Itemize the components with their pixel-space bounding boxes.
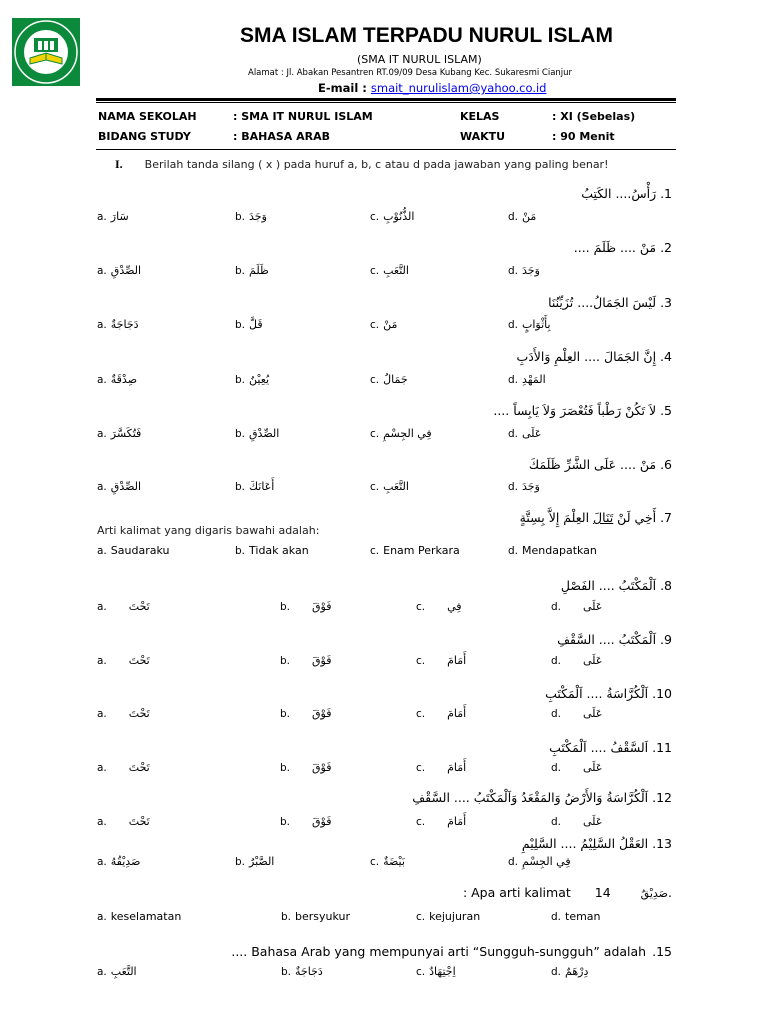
option-text: أَعَانَكَ bbox=[249, 480, 275, 493]
option-letter: c. bbox=[370, 481, 380, 493]
question-3-option-d bbox=[508, 318, 551, 331]
option-text: فِي bbox=[447, 600, 462, 613]
question-14-option-c bbox=[416, 910, 480, 923]
option-text: عَلَى bbox=[583, 654, 603, 667]
question-10: 10. اَلْكُرَّاسَةُ .... اَلْمَكْتَبِ bbox=[545, 686, 672, 701]
option-text: وَجَدَ bbox=[249, 210, 267, 223]
option-letter: d. bbox=[508, 545, 519, 557]
option-text: الصِّدْقِ bbox=[110, 480, 142, 493]
question-13-option-c bbox=[370, 855, 405, 868]
option-text: ظَلَمَ bbox=[249, 264, 269, 277]
option-text: صِدْقَةٌ bbox=[110, 373, 138, 386]
question-3-option-b bbox=[235, 318, 263, 331]
option-letter: b. bbox=[235, 428, 246, 440]
option-text: kejujuran bbox=[429, 910, 481, 923]
option-text: فَوْقَ bbox=[312, 761, 332, 774]
question-7-option-d bbox=[508, 544, 597, 557]
info-divider bbox=[96, 149, 676, 150]
option-text: أَمَامَ bbox=[447, 761, 467, 774]
option-letter: d. bbox=[508, 428, 519, 440]
option-text: أَمَامَ bbox=[447, 815, 467, 828]
question-2-option-c bbox=[370, 264, 409, 277]
option-text: التَّعَبِ bbox=[383, 264, 409, 277]
option-letter: c. bbox=[370, 428, 380, 440]
option-letter: d. bbox=[551, 762, 562, 774]
option-letter: d. bbox=[551, 966, 562, 978]
question-1-option-c bbox=[370, 210, 414, 223]
option-letter: c. bbox=[370, 374, 380, 386]
question-14-option-d bbox=[551, 910, 601, 923]
option-text: عَلَى bbox=[583, 761, 603, 774]
option-letter: b. bbox=[235, 856, 246, 868]
option-letter: a. bbox=[97, 428, 107, 440]
option-letter: a. bbox=[97, 762, 107, 774]
email-label: E-mail : bbox=[318, 81, 367, 95]
value-waktu: : 90 Menit bbox=[552, 130, 615, 143]
option-letter: a. bbox=[97, 816, 107, 828]
question-11: 11. اَلسَّقْفُ .... اَلْمَكْتَبِ bbox=[549, 740, 672, 755]
question-4-option-a bbox=[97, 373, 137, 386]
question-1-option-a bbox=[97, 210, 129, 223]
question-5-option-d bbox=[508, 427, 541, 440]
question-7-underlined: تَنَالَ bbox=[593, 510, 614, 525]
option-text: عَلَى bbox=[583, 707, 603, 720]
option-letter: b. bbox=[235, 211, 246, 223]
option-letter: d. bbox=[508, 374, 519, 386]
option-letter: b. bbox=[235, 374, 246, 386]
option-text: الصِّدْقِ bbox=[249, 427, 280, 440]
option-text: تَحْتَ bbox=[128, 707, 150, 720]
question-6: 6. مَنْ .... عَلَى الشَّرِّ ظَلَمَكَ bbox=[528, 457, 672, 472]
question-14-option-b bbox=[281, 910, 350, 923]
question-14-arabic: صَدِيْقٌ bbox=[640, 887, 669, 900]
option-text: وَجَدَ bbox=[522, 264, 540, 277]
question-15-option-d bbox=[551, 965, 588, 978]
question-15-number: .15 bbox=[652, 944, 672, 959]
option-letter: b. bbox=[235, 545, 246, 557]
question-13-option-d bbox=[508, 855, 571, 868]
question-15-option-a bbox=[97, 965, 137, 978]
option-text: عَلَى bbox=[583, 815, 603, 828]
option-letter: c. bbox=[370, 319, 380, 331]
question-10-option-d bbox=[551, 707, 602, 720]
option-letter: a. bbox=[97, 265, 107, 277]
option-text: تَحْتَ bbox=[128, 600, 150, 613]
question-4: 4. إِنَّ الجَمَالَ .... العِلْمِ وَالأَدَبِ bbox=[516, 349, 672, 364]
school-address: Alamat : Jl. Abakan Pesantren RT.09/09 Desa Kubang Kec. Sukaresmi Cianjur bbox=[248, 68, 573, 78]
email-link[interactable]: smait_nurulislam@yahoo.co.id bbox=[370, 81, 547, 95]
option-letter: a. bbox=[97, 966, 107, 978]
question-4-option-d bbox=[508, 373, 546, 386]
question-3-option-a bbox=[97, 318, 139, 331]
option-letter: a. bbox=[97, 374, 107, 386]
question-5-option-b bbox=[235, 427, 279, 440]
option-letter: d. bbox=[508, 265, 519, 277]
question-5-option-c bbox=[370, 427, 432, 440]
question-9: 9. اَلْمَكْتَبُ .... السَّقْفِ bbox=[557, 632, 672, 647]
school-logo bbox=[12, 18, 80, 86]
label-kelas: KELAS bbox=[460, 110, 500, 123]
question-11-option-c bbox=[416, 761, 466, 774]
question-12-option-b bbox=[280, 815, 332, 828]
option-text: فَوْقَ bbox=[312, 707, 332, 720]
option-letter: b. bbox=[280, 655, 291, 667]
option-letter: c. bbox=[370, 545, 380, 557]
question-9-option-d bbox=[551, 654, 602, 667]
question-9-option-b bbox=[280, 654, 332, 667]
question-15-text: .... Bahasa Arab yang mempunyai arti “Sungguh-sungguh” adalah bbox=[231, 944, 647, 959]
option-letter: c. bbox=[370, 856, 380, 868]
question-14-option-a bbox=[97, 910, 181, 923]
label-waktu: WAKTU bbox=[460, 130, 506, 143]
section-number: I. bbox=[115, 157, 123, 171]
value-kelas: : XI (Sebelas) bbox=[552, 110, 636, 123]
option-letter: a. bbox=[97, 319, 107, 331]
option-letter: c. bbox=[416, 708, 426, 720]
option-text: عَلَى bbox=[583, 600, 603, 613]
option-letter: c. bbox=[416, 816, 426, 828]
option-text: تَحْتَ bbox=[128, 815, 150, 828]
option-letter: c. bbox=[370, 265, 380, 277]
option-letter: d. bbox=[551, 655, 562, 667]
option-text: عَلَى bbox=[522, 427, 542, 440]
option-text: الصَّبْرُ bbox=[249, 855, 275, 868]
option-letter: b. bbox=[280, 601, 291, 613]
question-8: 8. اَلْمَكْتَبُ .... الفَصْلِ bbox=[560, 578, 672, 593]
option-letter: d. bbox=[508, 319, 519, 331]
question-11-option-a bbox=[97, 761, 150, 774]
option-letter: b. bbox=[281, 966, 292, 978]
school-name: SMA ISLAM TERPADU NURUL ISLAM bbox=[240, 24, 613, 47]
option-letter: d. bbox=[508, 481, 519, 493]
question-6-option-c bbox=[370, 480, 409, 493]
school-short-name: (SMA IT NURUL ISLAM) bbox=[357, 53, 482, 66]
option-letter: c. bbox=[416, 966, 426, 978]
label-bidang-study: BIDANG STUDY bbox=[98, 130, 191, 143]
question-7-prompt: Arti kalimat yang digaris bawahi adalah: bbox=[97, 524, 320, 537]
question-3-option-c bbox=[370, 318, 397, 331]
option-letter: b. bbox=[235, 481, 246, 493]
question-12-option-c bbox=[416, 815, 466, 828]
option-letter: a. bbox=[97, 708, 107, 720]
option-text: فَتُكَسَّرَ bbox=[110, 427, 142, 440]
option-text: يُعِيْنُ bbox=[249, 373, 270, 386]
question-10-option-a bbox=[97, 707, 150, 720]
question-4-option-b bbox=[235, 373, 269, 386]
option-letter: d. bbox=[551, 911, 562, 923]
question-10-option-b bbox=[280, 707, 332, 720]
option-letter: b. bbox=[235, 265, 246, 277]
question-6-option-b bbox=[235, 480, 274, 493]
option-text: قَلَّ bbox=[249, 318, 263, 331]
option-letter: c. bbox=[416, 911, 426, 923]
question-5-option-a bbox=[97, 427, 141, 440]
option-text: التَّعَبِ bbox=[110, 965, 137, 978]
option-text: جَمَالُ bbox=[383, 373, 408, 386]
option-text: فِي الجِسْمِ bbox=[522, 855, 571, 868]
option-text: فِي الجِسْمِ bbox=[383, 427, 432, 440]
question-2: 2. مَنْ .... ظَلَمَ .... bbox=[573, 240, 672, 255]
option-text: فَوْقَ bbox=[312, 815, 332, 828]
option-letter: a. bbox=[97, 911, 107, 923]
question-9-option-c bbox=[416, 654, 466, 667]
option-letter: b. bbox=[235, 319, 246, 331]
option-letter: c. bbox=[416, 655, 426, 667]
question-2-option-d bbox=[508, 264, 540, 277]
email-line bbox=[318, 81, 546, 95]
option-letter: a. bbox=[97, 545, 107, 557]
option-text: Tidak akan bbox=[249, 544, 309, 557]
option-text: صَدِيْقُهُ bbox=[110, 855, 141, 868]
option-text: بِأَثْوَابٍ bbox=[522, 318, 551, 331]
option-text: دَجَاجَةٌ bbox=[295, 965, 323, 978]
value-nama-sekolah: : SMA IT NURUL ISLAM bbox=[233, 110, 373, 123]
option-text: دِرْهَمٌ bbox=[565, 965, 589, 978]
instruction-text: Berilah tanda silang ( x ) pada huruf a, b, c atau d pada jawaban yang paling benar! bbox=[144, 158, 609, 171]
instruction bbox=[115, 157, 609, 172]
question-2-option-a bbox=[97, 264, 141, 277]
question-13-option-b bbox=[235, 855, 274, 868]
value-bidang-study: : BAHASA ARAB bbox=[233, 130, 330, 143]
question-7: 7. أَخِي لَنْ تَنَالَ العِلْمَ إِلاَّ بِسِتَّةٍ bbox=[519, 510, 672, 525]
question-15-option-b bbox=[281, 965, 323, 978]
option-text: التَّعَبِ bbox=[383, 480, 409, 493]
question-11-option-b bbox=[280, 761, 332, 774]
question-7-option-b bbox=[235, 544, 309, 557]
option-text: سَارَ bbox=[110, 210, 129, 223]
question-4-option-c bbox=[370, 373, 408, 386]
option-text: تَحْتَ bbox=[128, 761, 150, 774]
option-letter: b. bbox=[280, 816, 291, 828]
question-13: 13. العَقْلُ السَّلِيْمُ .... السَّلِيْمِ bbox=[521, 836, 672, 851]
option-letter: a. bbox=[97, 211, 107, 223]
option-text: المَهْدِ bbox=[522, 373, 546, 386]
option-letter: b. bbox=[281, 911, 292, 923]
question-12: 12. اَلْكُرَّاسَةُ وَالأَرْضُ وَالمَقْعَدُ وَاَلْمَكْتَبُ .... السَّقْفِ bbox=[412, 790, 672, 805]
question-13-option-a bbox=[97, 855, 140, 868]
option-letter: d. bbox=[508, 211, 519, 223]
option-letter: c. bbox=[416, 601, 426, 613]
option-letter: d. bbox=[508, 856, 519, 868]
question-7-option-c bbox=[370, 544, 460, 557]
option-text: أَمَامَ bbox=[447, 707, 467, 720]
option-text: فَوْقَ bbox=[312, 600, 332, 613]
question-6-option-d bbox=[508, 480, 540, 493]
question-1-option-b bbox=[235, 210, 267, 223]
option-text: تَحْتَ bbox=[128, 654, 150, 667]
option-letter: d. bbox=[551, 816, 562, 828]
option-letter: d. bbox=[551, 601, 562, 613]
option-text: keselamatan bbox=[110, 910, 182, 923]
option-text: بَيْضَةٌ bbox=[383, 855, 405, 868]
option-letter: b. bbox=[280, 708, 291, 720]
option-text: اِجْتِهَادٌ bbox=[429, 965, 456, 978]
option-letter: a. bbox=[97, 856, 107, 868]
option-letter: a. bbox=[97, 601, 107, 613]
option-letter: d. bbox=[551, 708, 562, 720]
question-14-number: 14. bbox=[594, 885, 672, 900]
question-12-option-d bbox=[551, 815, 602, 828]
question-14 bbox=[463, 885, 672, 900]
question-2-option-b bbox=[235, 264, 269, 277]
question-12-option-a bbox=[97, 815, 150, 828]
option-text: teman bbox=[565, 910, 601, 923]
option-letter: b. bbox=[280, 762, 291, 774]
question-5: 5. لاَ تَكُنْ رَطْباً فَتُعْصَرَ وَلاَ يَابِساً .... bbox=[493, 403, 672, 418]
question-14-text: : Apa arti kalimat bbox=[462, 885, 571, 900]
option-letter: a. bbox=[97, 481, 107, 493]
question-8-option-a bbox=[97, 600, 150, 613]
question-7-option-a bbox=[97, 544, 169, 557]
question-8-option-b bbox=[280, 600, 332, 613]
question-6-option-a bbox=[97, 480, 141, 493]
option-text: bersyukur bbox=[295, 910, 351, 923]
label-nama-sekolah: NAMA SEKOLAH bbox=[98, 110, 197, 123]
question-1-option-d bbox=[508, 210, 536, 223]
option-text: الصِّدْقِ bbox=[110, 264, 142, 277]
option-text: وَجَدَ bbox=[522, 480, 540, 493]
question-11-option-d bbox=[551, 761, 602, 774]
option-text: مَنْ bbox=[522, 210, 537, 223]
header-divider-thick bbox=[96, 98, 676, 101]
question-15 bbox=[231, 944, 672, 959]
question-9-option-a bbox=[97, 654, 150, 667]
option-text: دَجَاجَةٌ bbox=[110, 318, 139, 331]
option-text: فَوْقَ bbox=[312, 654, 332, 667]
question-15-option-c bbox=[416, 965, 456, 978]
question-8-option-d bbox=[551, 600, 602, 613]
question-10-option-c bbox=[416, 707, 466, 720]
option-letter: c. bbox=[416, 762, 426, 774]
option-text: أَمَامَ bbox=[447, 654, 467, 667]
option-letter: a. bbox=[97, 655, 107, 667]
option-text: الذُّنُوْبِ bbox=[383, 210, 415, 223]
option-letter: c. bbox=[370, 211, 380, 223]
question-3: 3. لَيْسَ الجَمَالُ.... تُزَيِّنُنَا bbox=[548, 295, 672, 310]
option-text: Mendapatkan bbox=[522, 544, 597, 557]
question-1: 1. رَأْسُ.... الكَتِبُ bbox=[581, 186, 672, 201]
option-text: Saudaraku bbox=[110, 544, 170, 557]
option-text: Enam Perkara bbox=[383, 544, 460, 557]
header-divider-thin bbox=[96, 102, 676, 103]
option-text: مَنْ bbox=[383, 318, 398, 331]
question-8-option-c bbox=[416, 600, 462, 613]
